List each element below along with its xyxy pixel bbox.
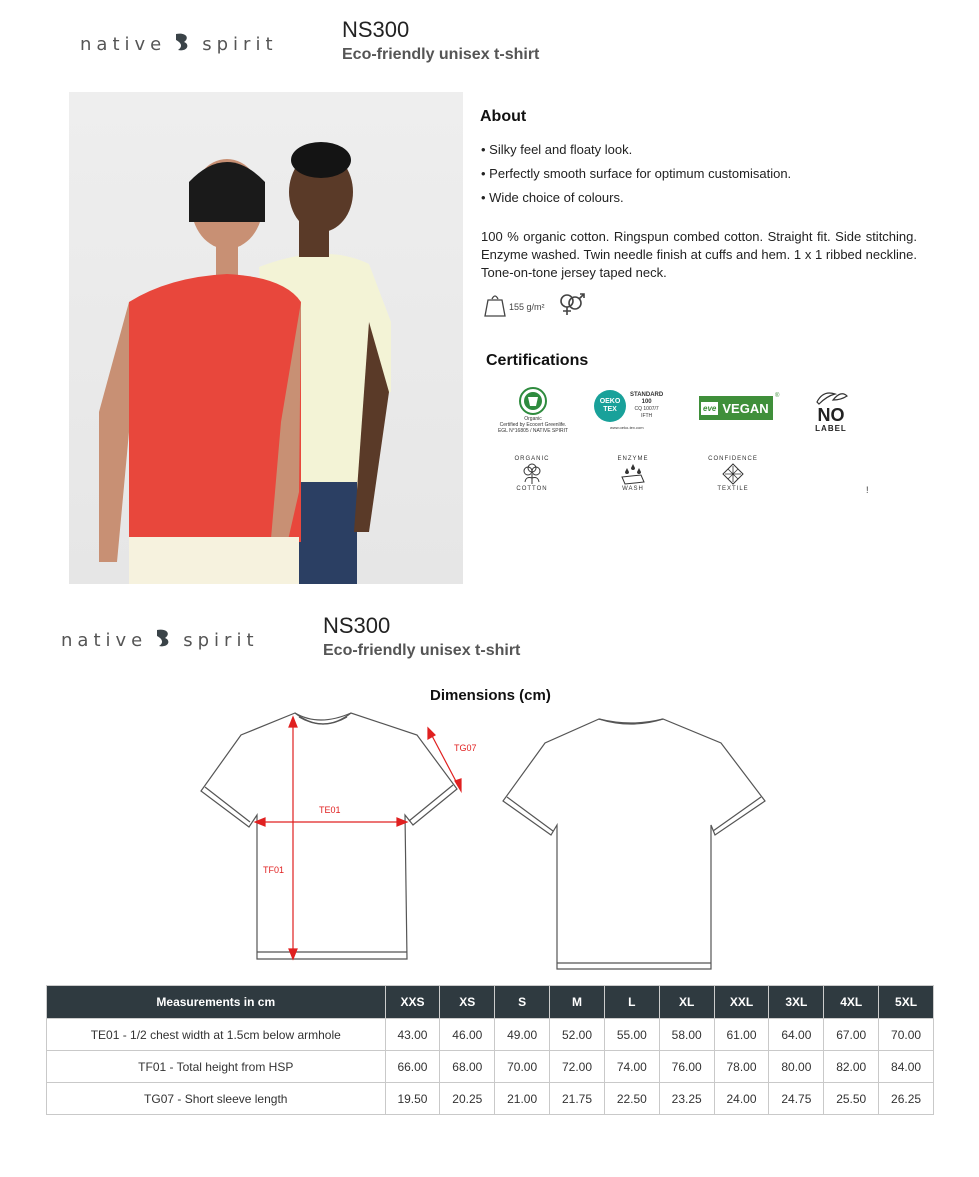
tshirt-front	[201, 713, 457, 959]
table-cell: 70.00	[495, 1051, 550, 1083]
table-cell: 84.00	[879, 1051, 934, 1083]
brand-logo	[80, 30, 278, 59]
confidence-textile-logo	[703, 446, 763, 502]
vegan-label: VEGAN	[722, 400, 769, 416]
organic-cotton-logo	[503, 446, 561, 502]
weight-value: 155 g/m²	[509, 301, 545, 312]
oeko-std1: STANDARD	[630, 392, 664, 398]
table-cell: 74.00	[604, 1051, 659, 1083]
oeko-tex-logo	[594, 390, 674, 434]
confidence-bottom: TEXTILE	[717, 486, 749, 492]
tf01-label: TF01	[263, 865, 285, 875]
list-item: • Wide choice of colours.	[481, 190, 624, 205]
size-header: XXS	[385, 986, 440, 1019]
table-row	[47, 1051, 934, 1083]
table-cell: 24.00	[714, 1083, 769, 1115]
row-label: TF01 - Total height from HSP	[47, 1051, 386, 1083]
row-label: TE01 - 1/2 chest width at 1.5cm below armhole	[47, 1019, 386, 1051]
list-item: • Silky feel and floaty look.	[481, 142, 633, 157]
brand-name-right: spirit	[202, 34, 278, 55]
table-cell: 55.00	[604, 1019, 659, 1051]
brand-name-right: spirit	[183, 630, 259, 651]
gots-line1: Organic	[524, 416, 542, 422]
size-header: 5XL	[879, 986, 934, 1019]
table-cell: 19.50	[385, 1083, 440, 1115]
enzyme-wash-logo	[604, 446, 662, 502]
table-cell: 25.50	[824, 1083, 879, 1115]
table-header-label: Measurements in cm	[47, 986, 386, 1019]
size-header: S	[495, 986, 550, 1019]
product-photo	[69, 92, 463, 584]
weight-icon	[484, 291, 506, 322]
table-row	[47, 1019, 934, 1051]
table-cell: 22.50	[604, 1083, 659, 1115]
row-label: TG07 - Short sleeve length	[47, 1083, 386, 1115]
gots-organic-logo	[493, 382, 573, 438]
product-subtitle: Eco-friendly unisex t-shirt	[342, 46, 540, 63]
unisex-icon	[557, 291, 587, 322]
leaf-icon	[172, 30, 196, 59]
gots-line3: EGL N°16805 / NATIVE SPIRIT	[497, 428, 569, 434]
oeko-std3: CQ 1007/7	[634, 406, 659, 412]
table-cell: 21.00	[495, 1083, 550, 1115]
table-cell: 46.00	[440, 1019, 495, 1051]
size-header: XL	[659, 986, 714, 1019]
table-cell: 61.00	[714, 1019, 769, 1051]
table-cell: 20.25	[440, 1083, 495, 1115]
certifications-title: Certifications	[486, 352, 589, 369]
no-label-logo	[806, 382, 856, 438]
oeko-std4: IFTH	[641, 413, 653, 419]
oeko-badge1: OEKO	[599, 398, 621, 405]
table-cell: 78.00	[714, 1051, 769, 1083]
table-cell: 26.25	[879, 1083, 934, 1115]
te01-label: TE01	[319, 805, 341, 815]
table-cell: 21.75	[550, 1083, 605, 1115]
table-cell: 72.00	[550, 1051, 605, 1083]
confidence-top: CONFIDENCE	[708, 456, 758, 462]
size-header: 3XL	[769, 986, 824, 1019]
table-cell: 49.00	[495, 1019, 550, 1051]
size-header: M	[550, 986, 605, 1019]
oeko-url: www.oeko-tex.com	[610, 425, 644, 430]
brand-name-left: native	[61, 630, 148, 651]
tshirt-back	[503, 719, 765, 969]
size-header: XXL	[714, 986, 769, 1019]
table-cell: 80.00	[769, 1051, 824, 1083]
vegan-logo	[699, 396, 773, 420]
table-cell: 43.00	[385, 1019, 440, 1051]
table-cell: 64.00	[769, 1019, 824, 1051]
about-title: About	[480, 108, 527, 125]
stray-mark: !	[866, 485, 869, 495]
leaf-icon	[153, 626, 177, 655]
measurements-table	[46, 985, 934, 1115]
vegan-eve: eve	[703, 403, 717, 413]
brand-name-left: native	[80, 34, 167, 55]
fabric-info	[484, 291, 587, 322]
product-code: NS300	[323, 613, 391, 638]
list-item: • Perfectly smooth surface for optimum customisation.	[481, 166, 792, 181]
tg07-label: TG07	[454, 743, 477, 753]
table-cell: 68.00	[440, 1051, 495, 1083]
size-header: 4XL	[824, 986, 879, 1019]
about-description: 100 % organic cotton. Ringspun combed cotton. Straight fit. Side stitching. Enzyme washed. Twin needle finish at cuffs and hem. 1 x 1 ribbed neckline. Tone-on-tone jersey taped neck.	[481, 229, 917, 280]
size-header: L	[604, 986, 659, 1019]
oeko-std2: 100	[641, 399, 652, 405]
table-cell: 70.00	[879, 1019, 934, 1051]
product-subtitle: Eco-friendly unisex t-shirt	[323, 642, 521, 659]
organic-cotton-bottom: COTTON	[516, 486, 548, 492]
no-label-line2: LABEL	[815, 423, 847, 433]
table-cell: 24.75	[769, 1083, 824, 1115]
dimensions-title: Dimensions (cm)	[430, 687, 551, 704]
table-cell: 52.00	[550, 1019, 605, 1051]
size-header: XS	[440, 986, 495, 1019]
table-row	[47, 1083, 934, 1115]
table-header-row	[47, 986, 934, 1019]
product-code: NS300	[342, 17, 410, 42]
about-bullets	[481, 138, 921, 210]
gots-line2: Certified by Ecocert Greenlife.	[499, 422, 567, 428]
no-label-line1: NO	[817, 404, 845, 425]
table-cell: 76.00	[659, 1051, 714, 1083]
table-cell: 58.00	[659, 1019, 714, 1051]
table-cell: 82.00	[824, 1051, 879, 1083]
table-cell: 67.00	[824, 1019, 879, 1051]
oeko-badge2: TEX	[603, 406, 617, 413]
table-cell: 66.00	[385, 1051, 440, 1083]
enzyme-top: ENZYME	[617, 456, 649, 462]
organic-cotton-top: ORGANIC	[514, 456, 550, 462]
tshirt-diagram	[195, 705, 785, 980]
brand-logo	[61, 626, 259, 655]
enzyme-bottom: WASH	[622, 486, 644, 492]
table-cell: 23.25	[659, 1083, 714, 1115]
vegan-mark: ®	[775, 393, 780, 399]
